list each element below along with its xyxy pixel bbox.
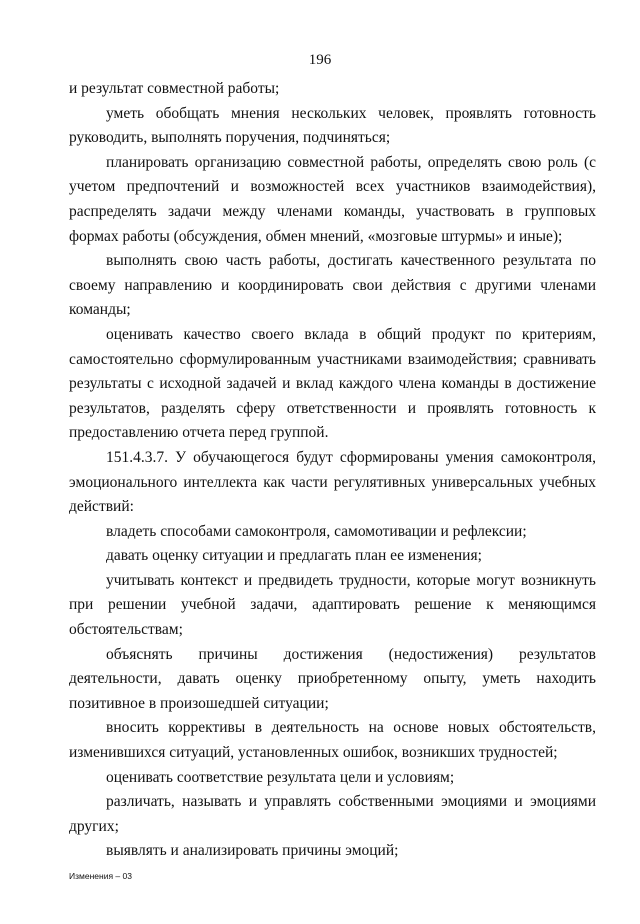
paragraph: выполнять свою часть работы, достигать качественного результата по своему направлению и координировать свои действия с другими членами команды; (69, 252, 596, 319)
paragraph: объяснять причины достижения (недостижения) результатов деятельности, давать оценку приобретенному опыту, уметь находить позитивное в произошедшей ситуации; (69, 645, 596, 712)
paragraph: оценивать соответствие результата цели и условиям; (106, 768, 455, 786)
paragraph: давать оценку ситуации и предлагать план ее изменения; (106, 547, 482, 565)
section-paragraph: 151.4.3.7. У обучающегося будут сформированы умения самоконтроля, эмоционального интеллекта как части регулятивных универсальных учебных действий: (69, 448, 596, 516)
paragraph: владеть способами самоконтроля, самомотивации и рефлексии; (106, 522, 527, 540)
paragraph: различать, называть и управлять собственными эмоциями и эмоциями других; (69, 793, 596, 835)
document-body (69, 77, 596, 864)
footer-revision-note: Изменения – 03 (69, 871, 132, 881)
paragraph: учитывать контекст и предвидеть трудности, которые могут возникнуть при решении учебной задачи, адаптировать решение к меняющимся обстоятельствам; (69, 571, 596, 639)
paragraph: выявлять и анализировать причины эмоций; (106, 842, 399, 860)
paragraph: оценивать качество своего вклада в общий продукт по критериям, самостоятельно сформулированным участниками взаимодействия; сравнивать результаты с исходной задачей и вклад каждого члена команды в достижение результатов, разделять сферу ответственности и проявлять готовность к предоставлению отчета перед группой. (69, 325, 596, 442)
page-number: 196 (308, 52, 332, 68)
paragraph: и результат совместной работы; (69, 80, 280, 97)
paragraph: вносить коррективы в деятельность на основе новых обстоятельств, изменившихся ситуаций, установленных ошибок, возникших трудностей; (69, 719, 596, 762)
paragraph: планировать организацию совместной работы, определять свою роль (с учетом предпочтений и возможностей всех участников взаимодействия), распределять задачи между членами команды, участвовать в групповых формах работы (обсуждения, обмен мнений, «мозговые штурмы» и иные); (69, 153, 596, 245)
paragraph: уметь обобщать мнения нескольких человек, проявлять готовность руководить, выполнять поручения, подчиняться; (69, 104, 596, 147)
